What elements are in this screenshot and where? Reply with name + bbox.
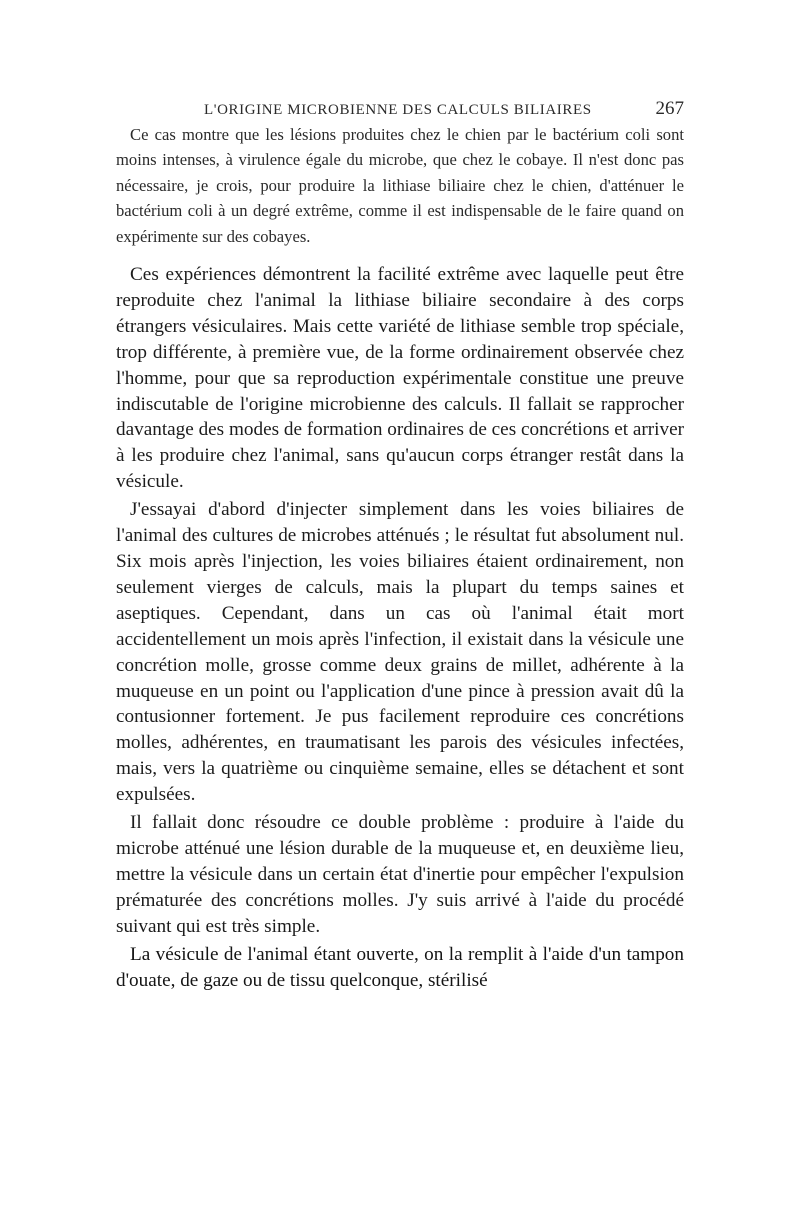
paragraph-2: Ces expériences démontrent la facilité extrême avec laquelle peut être reproduite chez l'animal la lithiase biliaire secondaire à des corps étrangers vésiculaires. Mais cette variété de lithiase semble trop spéciale, trop différente, à première vue, de la forme ordinairement observée chez l'homme, pour que sa reproduction expérimentale constitue une preuve indiscutable de l'origine microbienne des calculs. Il fallait se rapprocher davantage des modes de formation ordinaires de ces concrétions et arriver à les produire chez l'animal, sans qu'aucun corps étranger restât dans la vésicule. xyxy=(116,264,684,493)
paragraph-4: Il fallait donc résoudre ce double problème : produire à l'aide du microbe atténué une lésion durable de la muqueuse et, en deuxième lieu, mettre la vésicule dans un certain état d'inertie pour empêcher l'expulsion prématurée des concrétions molles. J'y suis arrivé à l'aide du procédé suivant qui est très simple. xyxy=(116,812,684,937)
paragraph-1: Ce cas montre que les lésions produites chez le chien par le bactérium coli sont moins intenses, à virulence égale du microbe, que chez le cobaye. Il n'est donc pas nécessaire, je crois, pour produire la lithiase biliaire chez le chien, d'atténuer le bactérium coli à un degré extrême, comme il est indispensable de le faire quand on expérimente sur des cobayes. xyxy=(116,125,684,246)
running-head xyxy=(116,92,684,122)
book-page xyxy=(116,92,684,993)
page-number: 267 xyxy=(655,98,684,119)
running-title: L'ORIGINE MICROBIENNE DES CALCULS BILIAIRES xyxy=(204,102,592,118)
paragraph-3: J'essayai d'abord d'injecter simplement dans les voies biliaires de l'animal des cultures de microbes atténués ; le résultat fut absolument nul. Six mois après l'injection, les voies biliaires étaient ordinairement, non seulement vierges de calculs, mais la plupart du temps saines et aseptiques. Cependant, dans un cas où l'animal était mort accidentellement un mois après l'infection, il existait dans la vésicule une concrétion molle, grosse comme deux grains de millet, adhérente à la muqueuse en un point ou l'application d'une pince à pression avait dû la contusionner fortement. Je pus facilement reproduire ces concrétions molles, adhérentes, en traumatisant les parois des vésicules infectées, mais, vers la quatrième ou cinquième semaine, elles se détachent et sont expulsées. xyxy=(116,499,684,806)
paragraph-5: La vésicule de l'animal étant ouverte, on la remplit à l'aide d'un tampon d'ouate, de gaze ou de tissu quelconque, stérilisé xyxy=(116,943,684,991)
